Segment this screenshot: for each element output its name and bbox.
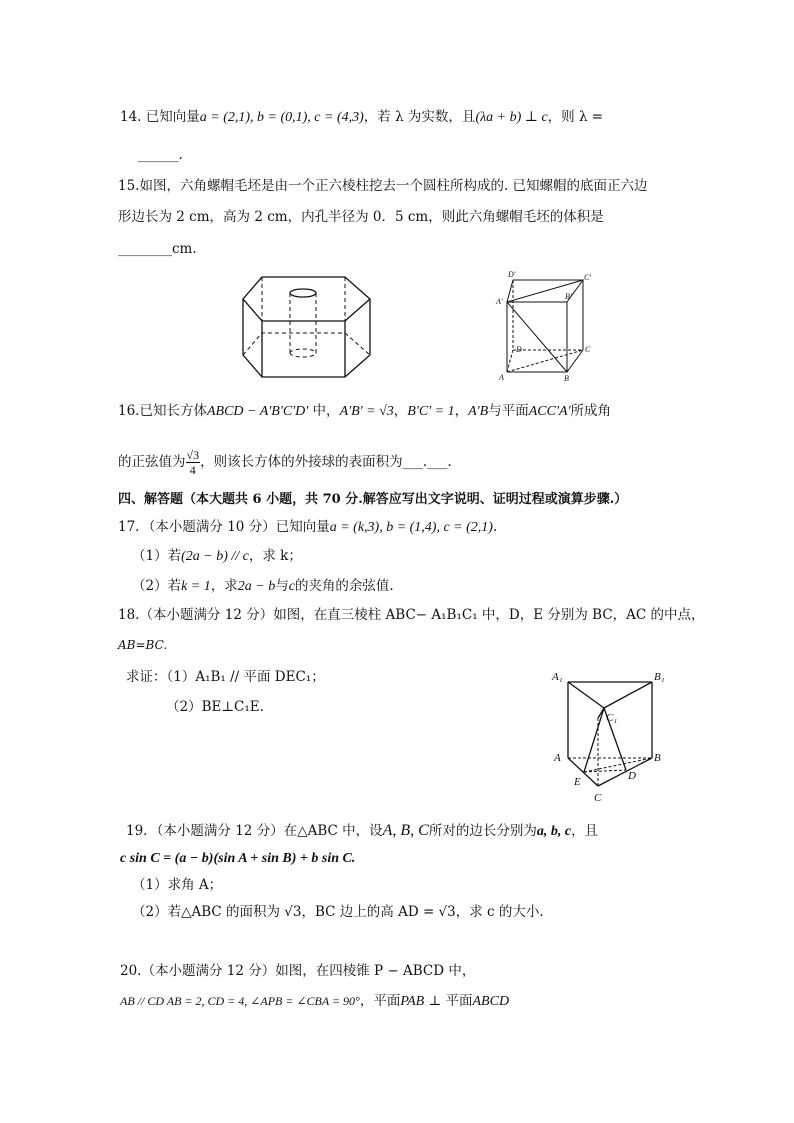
label-a1: A' [496, 297, 503, 306]
prism-label-d: D [628, 770, 636, 782]
q16-mid: 中， [308, 403, 340, 419]
q17-part1 [132, 547, 302, 566]
q20-line1: 20.（本小题满分 12 分）如图，在四棱锥 P − ABCD 中， [120, 963, 476, 979]
hex-nut-figure [240, 265, 380, 380]
q20-plane2: ABCD [472, 994, 510, 1009]
q17-p2-mid: ，求 [210, 578, 238, 594]
q16-prefix: 16.已知长方体 [118, 403, 207, 419]
q17-p1-suffix: ，求 k； [248, 548, 302, 564]
prism-label-c1: C₁ [606, 712, 618, 724]
q14-condition: (λa + b) ⊥ c [475, 110, 548, 125]
prism-label-b1: B₁ [654, 671, 665, 683]
q17-part2 [132, 577, 394, 596]
q17-p2-prefix: （2）若 [132, 578, 182, 594]
q17-p1-prefix: （1）若 [132, 548, 182, 564]
prism-label-c: C [594, 792, 602, 804]
q15-line3: ________cm. [118, 241, 197, 257]
cylinder-hole-top [290, 289, 316, 297]
cuboid-figure [495, 268, 600, 383]
q19-end: ，且 [571, 823, 599, 839]
q20-plane1: PAB [400, 994, 425, 1009]
q20-perp: ⊥ 平面 [424, 993, 473, 1009]
q14-vectors: a = (2,1), b = (0,1), c = (4,3) [199, 110, 364, 125]
q17-p2-k: k = 1 [181, 579, 211, 594]
q16-line2-suffix: ，则该长方体的外接球的表面积为___.___. [200, 454, 452, 470]
q16-plane: ACC'A' [528, 404, 571, 419]
q18-proof2: （2）BE⊥C₁E. [166, 699, 264, 715]
q18-proof1-text: A₁B₁ // 平面 DEC₁； [195, 669, 325, 685]
q16-seg: A'B [468, 404, 489, 419]
q14-middle: ，若 λ 为实数，且 [363, 109, 476, 125]
q16-line1: 16.已知长方体ABCD − A'B'C'D' 中，A'B' = √3，B'C' = 1，A'B与平面ACC'A'所成角 [118, 403, 612, 419]
q17-end: . [492, 519, 498, 535]
section4-heading: 四、解答题（本大题共 6 小题，共 70 分.解答应写出文字说明、证明过程或演算步骤.） [118, 492, 628, 507]
q18-proof1 [126, 668, 325, 686]
q17-p2-c: c [288, 579, 295, 594]
prism-label-a1: A₁ [552, 671, 563, 683]
q17-prefix: 17．（本小题满分 10 分）已知向量 [118, 519, 330, 535]
q15-line2: 形边长为 2 cm，高为 2 cm，内孔半径为 0．5 cm，则此六角螺帽毛坯的体积是 [118, 209, 604, 225]
q16-frac-num: √3 [186, 448, 200, 462]
q14-blank: ______. [138, 147, 183, 163]
q17-p1-expr: (2a − b) // c [181, 549, 249, 564]
prism-label-e: E [574, 776, 581, 788]
q19-part1: （1）求角 A； [132, 877, 223, 893]
label-d: D [516, 345, 522, 354]
q17-p2-expr: 2a − b [237, 579, 276, 594]
q20-conditions: AB // CD AB = 2, CD = 4, ∠APB = ∠CBA = 90° [120, 994, 360, 1008]
q19-abc: A, B, C [382, 822, 429, 839]
label-b1: B' [565, 292, 572, 301]
q16-plane-pre: 与平面 [488, 403, 529, 419]
q20-mid: ，平面 [359, 993, 401, 1009]
q18-line2: AB=BC. [118, 638, 168, 652]
q19-line1 [126, 822, 598, 841]
q19-part2: （2）若△ABC 的面积为 √3，BC 边上的高 AD = √3，求 c 的大小. [132, 904, 544, 920]
q20-line2 [120, 992, 509, 1011]
label-d1: D' [508, 270, 516, 279]
prism-label-b: B [654, 752, 661, 764]
q16-line2 [118, 446, 452, 478]
q16-line2-prefix: 的正弦值为 [118, 454, 186, 470]
prism-label-a: A [554, 752, 561, 764]
q19-mid: 所对的边长分别为 [428, 823, 537, 839]
q17-p2-with: 与 [275, 578, 289, 594]
q17-vectors: a = (k,3), b = (1,4), c = (2,1) [329, 520, 493, 535]
q14-line1 [120, 108, 603, 127]
q18-proof-prefix: 求证：（1） [126, 669, 196, 685]
q16-end: 所成角 [570, 403, 612, 419]
q17-p2-suffix: 的夹角的余弦值. [294, 578, 394, 594]
q16-frac-den: 4 [189, 463, 196, 477]
q17-line1 [118, 518, 497, 537]
q19-prefix: 19．（本小题满分 12 分）在△ABC 中，设 [126, 823, 383, 839]
label-c1: C' [584, 273, 592, 282]
q14-suffix: ，则 λ = [547, 109, 604, 125]
q19-sides: a, b, c [536, 824, 572, 839]
q19-equation: c sin C = (a − b)(sin A + sin B) + b sin C. [120, 851, 356, 866]
prism-figure [548, 666, 673, 806]
q14-prefix: 14. 已知向量 [120, 109, 200, 125]
q16-box: ABCD − A'B'C'D' [206, 404, 309, 419]
q18-line1: 18.（本小题满分 12 分）如图，在直三棱柱 ABC− A₁B₁C₁ 中，D，E 分别为 BC，AC 的中点， [118, 607, 705, 623]
label-a: A [499, 373, 504, 382]
label-b: B [564, 374, 569, 383]
q16-fraction [186, 448, 201, 477]
label-c: C [585, 345, 591, 354]
q16-eq2: B'C' = 1 [407, 404, 455, 419]
q15-line1: 15.如图，六角螺帽毛坯是由一个正六棱柱挖去一个圆柱所构成的. 已知螺帽的底面正六边 [118, 178, 648, 194]
q16-eq1: A'B' = √3 [339, 404, 394, 419]
